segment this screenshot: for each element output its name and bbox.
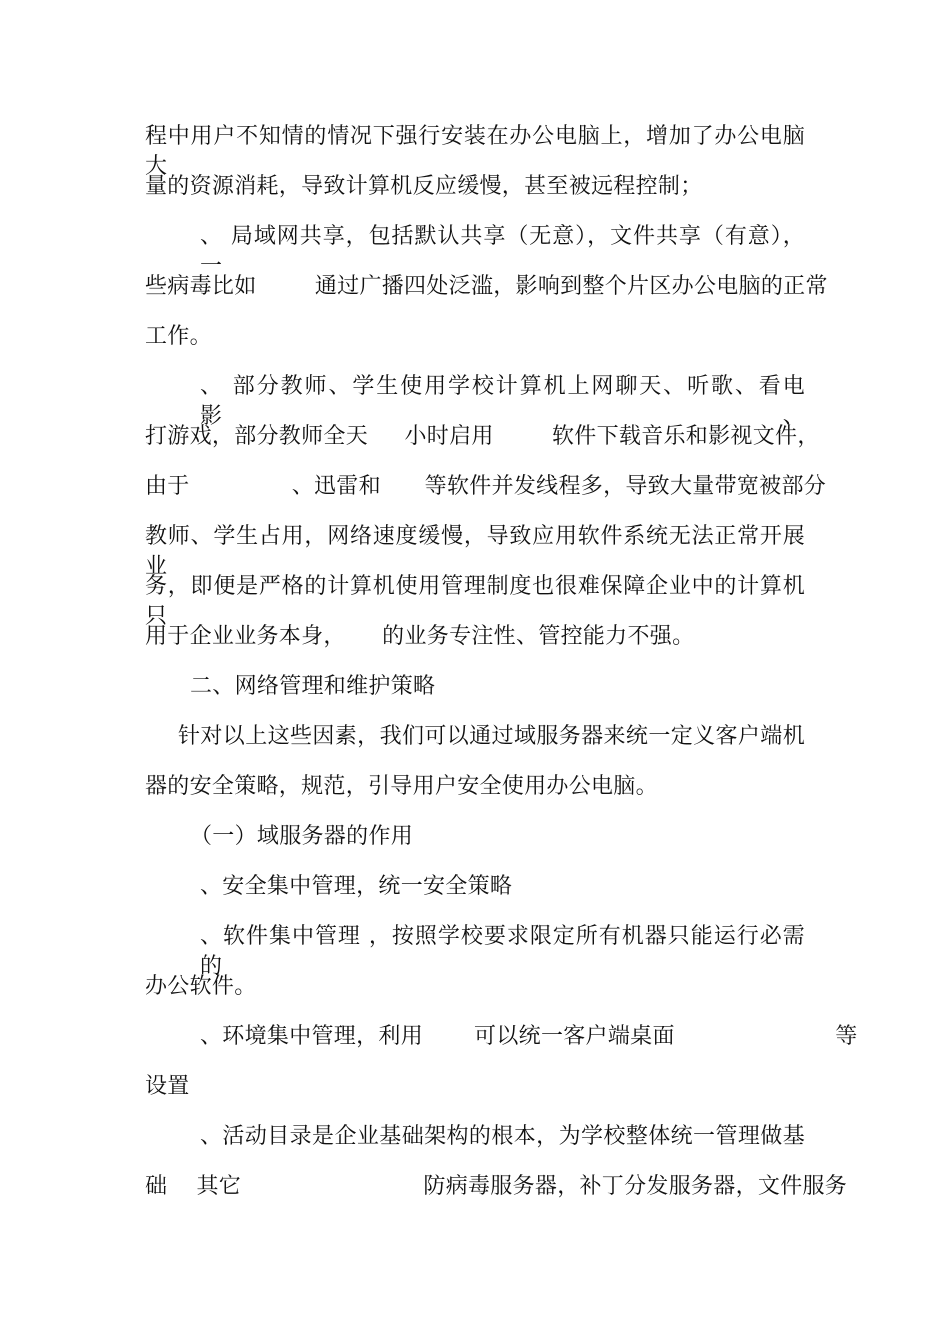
text-line: 程中用户不知情的情况下强行安装在办公电脑上，增加了办公电脑大 [145, 124, 805, 179]
text-line: 、活动目录是企业基础架构的根本，为学校整体统一管理做基 [200, 1124, 805, 1149]
text-line: 办公软件。 [145, 974, 257, 999]
text-line: 教师、学生占用，网络速度缓慢，导致应用软件系统无法正常开展业 [145, 524, 805, 579]
text-line: 工作。 [145, 324, 212, 349]
text-line: 打游戏，部分教师全天 小时启用 软件下载音乐和影视文件， [145, 424, 820, 449]
text-line: 针对以上这些因素，我们可以通过域服务器来统一定义客户端机 [178, 724, 805, 749]
text-line: 由于 、迅雷和 等软件并发线程多，导致大量带宽被部分 [145, 474, 827, 499]
subsection-heading: （一）域服务器的作用 [190, 824, 414, 849]
text-line: 些病毒比如 通过广播四处泛滥，影响到整个片区办公电脑的正常 [145, 274, 828, 299]
text-line: 设置 [145, 1074, 190, 1099]
text-line: 务，即便是严格的计算机使用管理制度也很难保障企业中的计算机只 [145, 574, 805, 629]
section-heading: 二、网络管理和维护策略 [190, 674, 436, 699]
text-line: 、 部分教师、学生使用学校计算机上网聊天、听歌、看电影、 [200, 374, 805, 429]
text-line: 、环境集中管理，利用 可以统一客户端桌面 等 [200, 1024, 858, 1049]
text-line: 、安全集中管理，统一安全策略 [200, 874, 513, 899]
text-line: 量的资源消耗，导致计算机反应缓慢，甚至被远程控制； [145, 174, 703, 199]
text-line: 用于企业业务本身， 的业务专注性、管控能力不强。 [145, 624, 695, 649]
text-line: 器的安全策略，规范，引导用户安全使用办公电脑。 [145, 774, 658, 799]
text-line: 、 局域网共享，包括默认共享（无意），文件共享（有意），一 [200, 224, 805, 279]
text-line: 、软件集中管理 ，按照学校要求限定所有机器只能运行必需的 [200, 924, 805, 979]
text-line: 础 其它 防病毒服务器，补丁分发服务器，文件服务 [145, 1174, 848, 1199]
